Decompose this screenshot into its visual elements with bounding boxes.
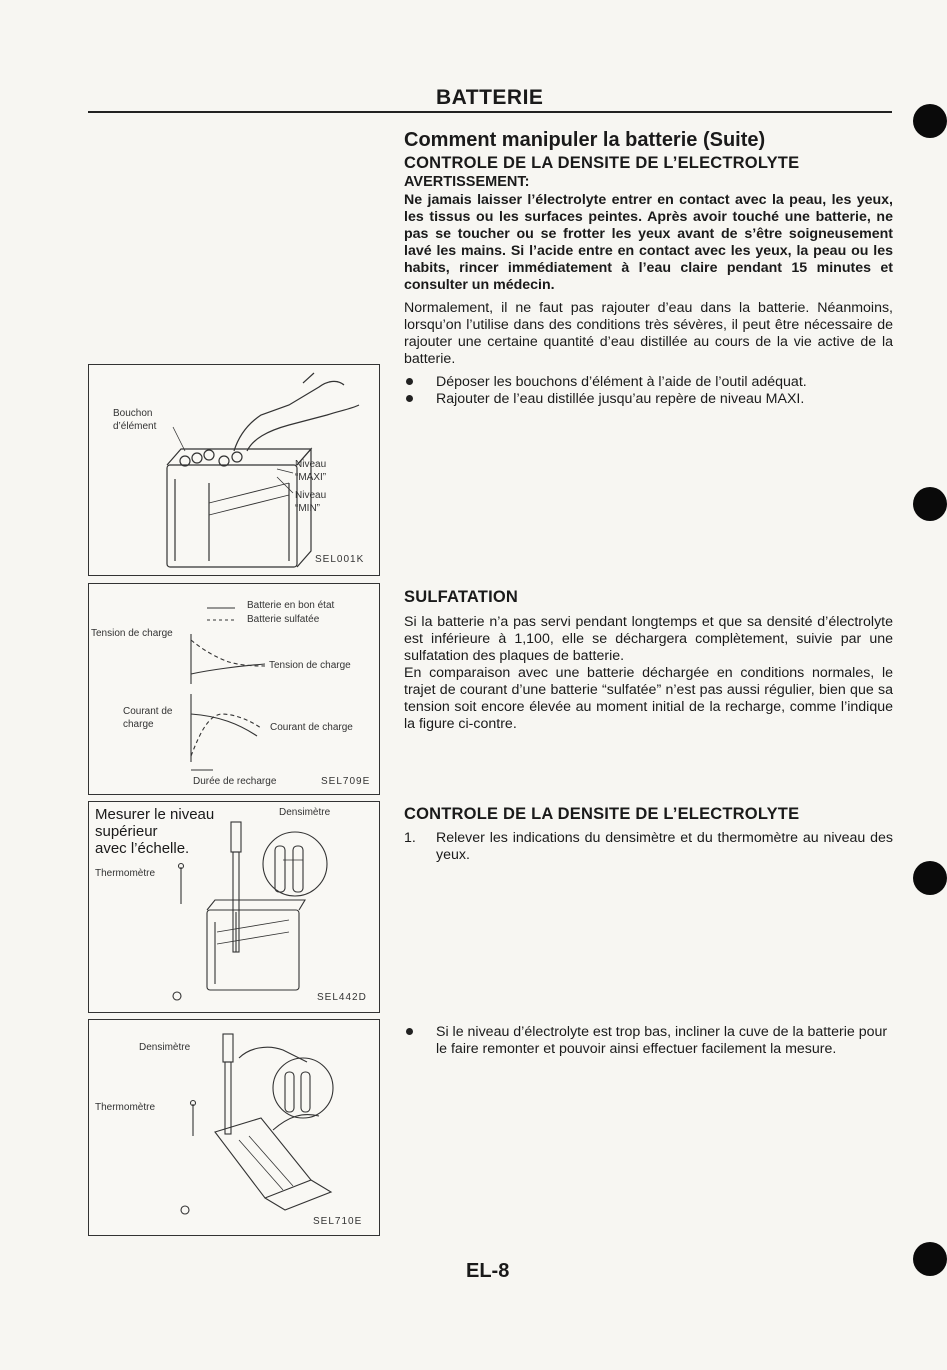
y-axis-current-label: Courant de charge <box>123 706 173 730</box>
density-heading: CONTROLE DE LA DENSITE DE L’ELECTROLYTE <box>404 154 800 172</box>
step-number: 1. <box>404 830 416 846</box>
binder-hole <box>913 1242 947 1276</box>
label-thermometer: Thermomètre <box>95 1102 156 1113</box>
page-header-title: BATTERIE <box>436 86 544 109</box>
binder-hole <box>913 487 947 521</box>
page-number: EL-8 <box>466 1260 510 1282</box>
figure-charge-curves <box>88 583 380 795</box>
figure-battery-levels <box>88 364 380 576</box>
y-axis-voltage-label: Tension de charge <box>91 628 173 639</box>
curve-voltage-label: Tension de charge <box>269 660 351 671</box>
normal-paragraph: Normalement, il ne faut pas rajouter d’eau dans la batterie. Néanmoins, lorsqu’on l’utilise dans des conditions très sévères, il peut être nécessaire de rajouter une certaine quantité d’eau distillée au cours de la vie active de la batterie. <box>404 300 893 367</box>
sulfatation-paragraph-2: En comparaison avec une batterie déchargée en conditions normales, le trajet de courant d’une batterie “sulfatée” n’est pas aussi régulier, bien que sa tension soit encore élevée au moment initial de la recharge, comme l’indique la figure ci-contre. <box>404 665 893 732</box>
battery-illustration <box>89 365 379 575</box>
section-title: Comment manipuler la batterie (Suite) <box>404 129 766 151</box>
bullet-icon <box>406 378 413 385</box>
legend-good-battery: Batterie en bon état <box>247 600 335 611</box>
step-text: Relever les indications du densimètre et du thermomètre au niveau des yeux. <box>436 830 893 863</box>
x-axis-label: Durée de recharge <box>193 776 277 787</box>
list-item: Déposer les bouchons d’élément à l’aide de l’outil adéquat. <box>404 374 893 391</box>
figure-hydrometer-reading <box>88 801 380 1013</box>
tilt-battery-illustration <box>89 1020 379 1235</box>
figure-code: SEL710E <box>313 1216 363 1227</box>
label-cell-cap: Bouchon d’élément <box>113 408 157 432</box>
binder-hole <box>913 861 947 895</box>
label-thermometer: Thermomètre <box>95 868 156 879</box>
bullet-list-2 <box>404 1024 893 1058</box>
warning-text: Ne jamais laisser l’électrolyte entrer en contact avec la peau, les yeux, les tissus ou les surfaces peintes. Après avoir touché une batterie, ne pas se toucher ou se frotter les yeux avant de s’être soigneusement lavé les mains. Si l’acide entre en contact avec les yeux, la peau ou les habits, rincer immédiatement à l’eau claire pendant 15 minutes et consulter un médecin. <box>404 192 893 293</box>
figure-code: SEL442D <box>317 992 367 1003</box>
binder-hole <box>913 104 947 138</box>
figure-code: SEL001K <box>315 554 365 565</box>
warning-label: AVERTISSEMENT: <box>404 174 530 190</box>
sulfatation-paragraph-1: Si la batterie n’a pas servi pendant longtemps et que sa densité d’électrolyte est inférieure à 1,100, elle se déchargera complètement, suivie par une sulfatation des plaques de batterie. <box>404 614 893 664</box>
header-rule <box>88 111 892 113</box>
label-max-level: Niveau “MAXI” <box>295 459 327 483</box>
figure-code: SEL709E <box>321 776 371 787</box>
charge-curve-diagram <box>89 584 379 794</box>
figure-tilt-battery <box>88 1019 380 1236</box>
label-min-level: Niveau “MIN” <box>295 490 327 514</box>
label-hydrometer: Densimètre <box>279 807 331 818</box>
curve-current-label: Courant de charge <box>270 722 353 733</box>
legend-sulfated-battery: Batterie sulfatée <box>247 614 320 625</box>
handwritten-note: Mesurer le niveau supérieur avec l’échelle. <box>95 806 215 857</box>
list-item: Si le niveau d’électrolyte est trop bas, incliner la cuve de la batterie pour le faire remonter et pouvoir ainsi effectuer facilement la mesure. <box>404 1024 893 1058</box>
bullet-icon <box>406 1028 413 1035</box>
label-hydrometer: Densimètre <box>139 1042 191 1053</box>
sulfatation-heading: SULFATATION <box>404 588 519 606</box>
bullet-list <box>404 374 893 408</box>
bullet-icon <box>406 395 413 402</box>
density-heading-2: CONTROLE DE LA DENSITE DE L’ELECTROLYTE <box>404 805 800 823</box>
list-item: Rajouter de l’eau distillée jusqu’au repère de niveau MAXI. <box>404 391 893 408</box>
